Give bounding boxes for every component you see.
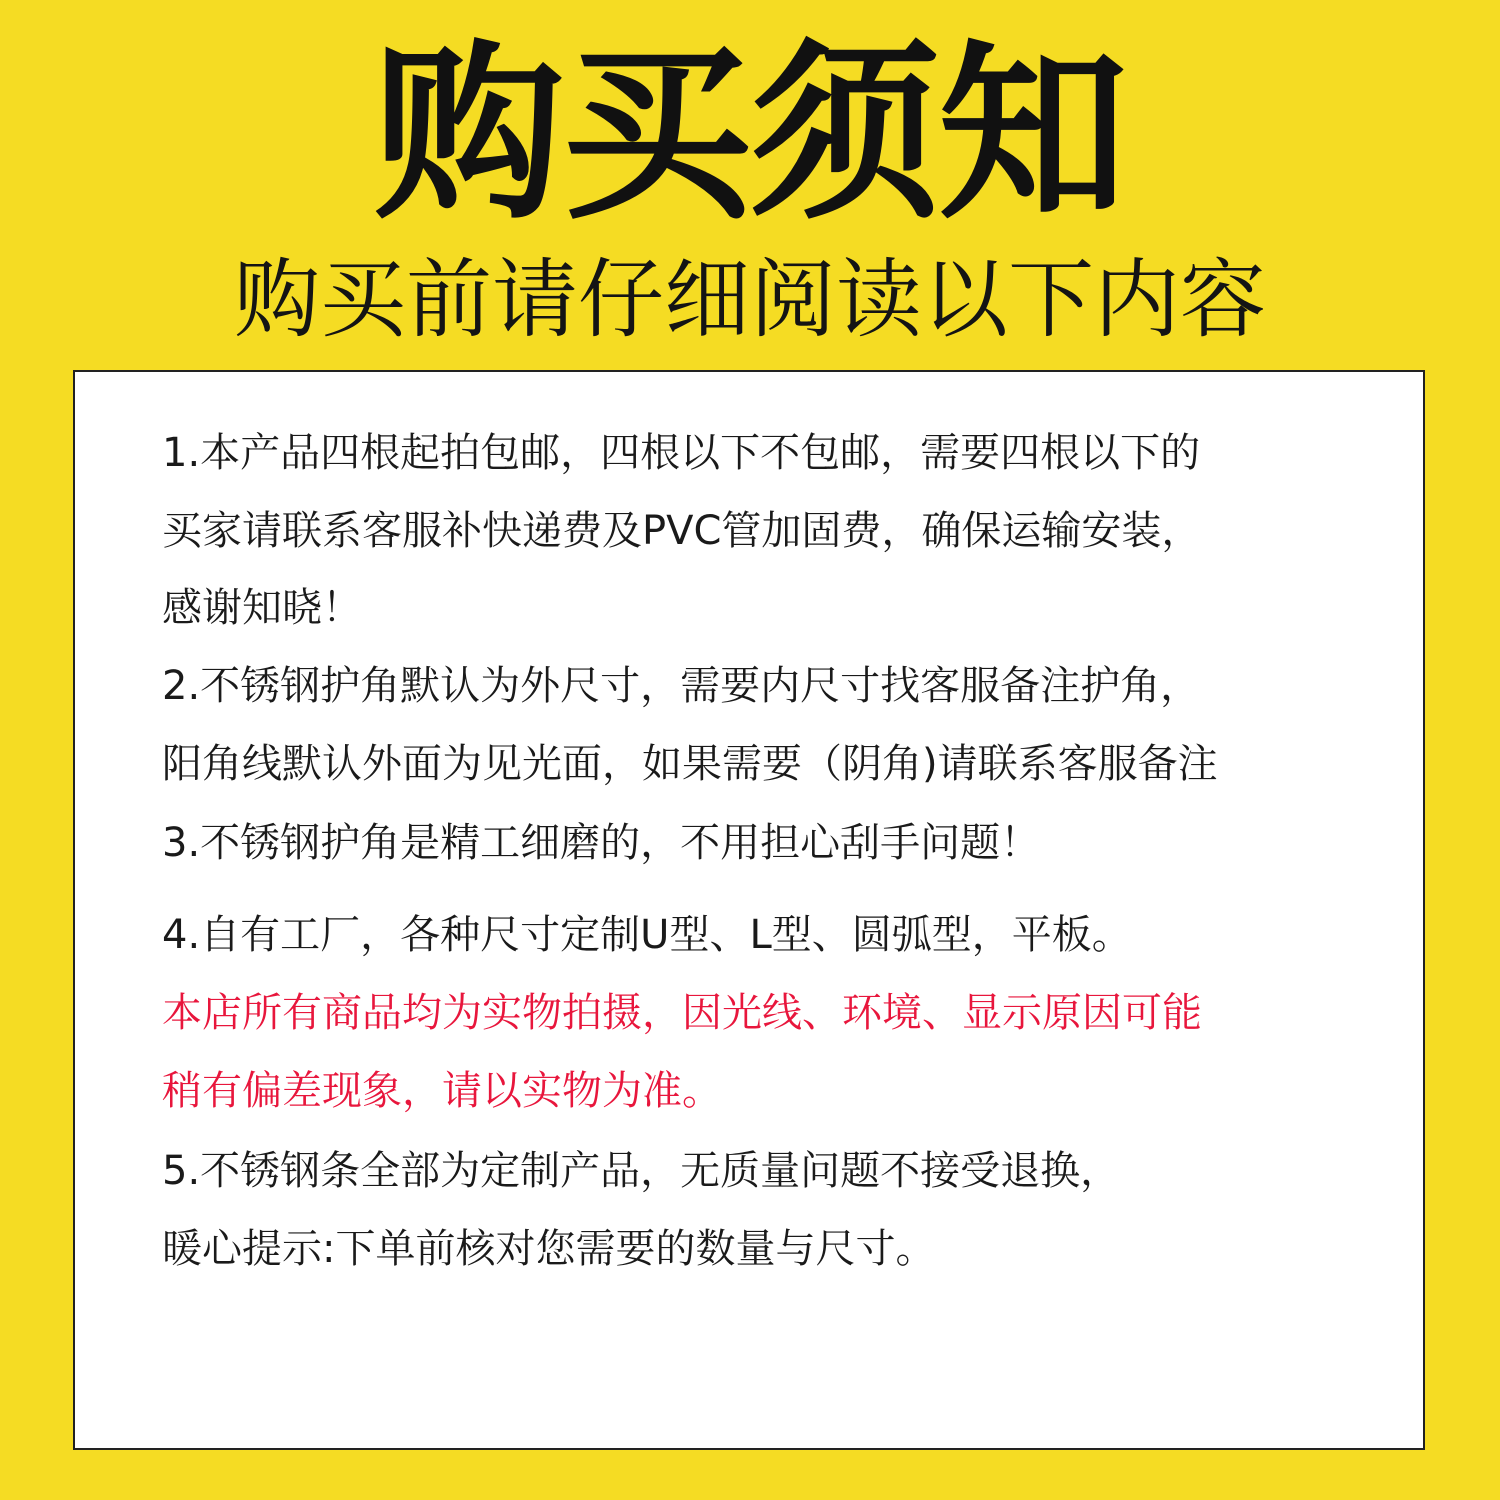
notice-line-5: 阳角线默认外面为见光面，如果需要（阴角)请联系客服备注 (162, 741, 1218, 787)
notice-line-4: 2.不锈钢护角默认为外尺寸，需要内尺寸找客服备注护角， (162, 663, 1201, 709)
notice-panel (73, 370, 1425, 1450)
notice-disclaimer-line-1: 本店所有商品均为实物拍摄，因光线、环境、显示原因可能 (162, 990, 1202, 1036)
notice-line-7: 4.自有工厂，各种尺寸定制U型、L型、圆弧型，平板。 (162, 912, 1132, 958)
notice-line-1: 1.本产品四根起拍包邮，四根以下不包邮，需要四根以下的 (162, 430, 1201, 476)
notice-line-6: 3.不锈钢护角是精工细磨的，不用担心刮手问题！ (162, 820, 1041, 866)
page-title: 购买须知 (373, 24, 1126, 245)
notice-line-8: 5.不锈钢条全部为定制产品，无质量问题不接受退换， (162, 1148, 1121, 1194)
page-subtitle: 购买前请仔细阅读以下内容 (234, 250, 1266, 350)
notice-tip-line: 暖心提示:下单前核对您需要的数量与尺寸。 (162, 1226, 936, 1272)
notice-disclaimer-line-2: 稍有偏差现象，请以实物为准。 (162, 1068, 722, 1114)
notice-line-3: 感谢知晓！ (162, 585, 362, 631)
notice-line-2: 买家请联系客服补快递费及PVC管加固费，确保运输安装， (162, 508, 1202, 554)
